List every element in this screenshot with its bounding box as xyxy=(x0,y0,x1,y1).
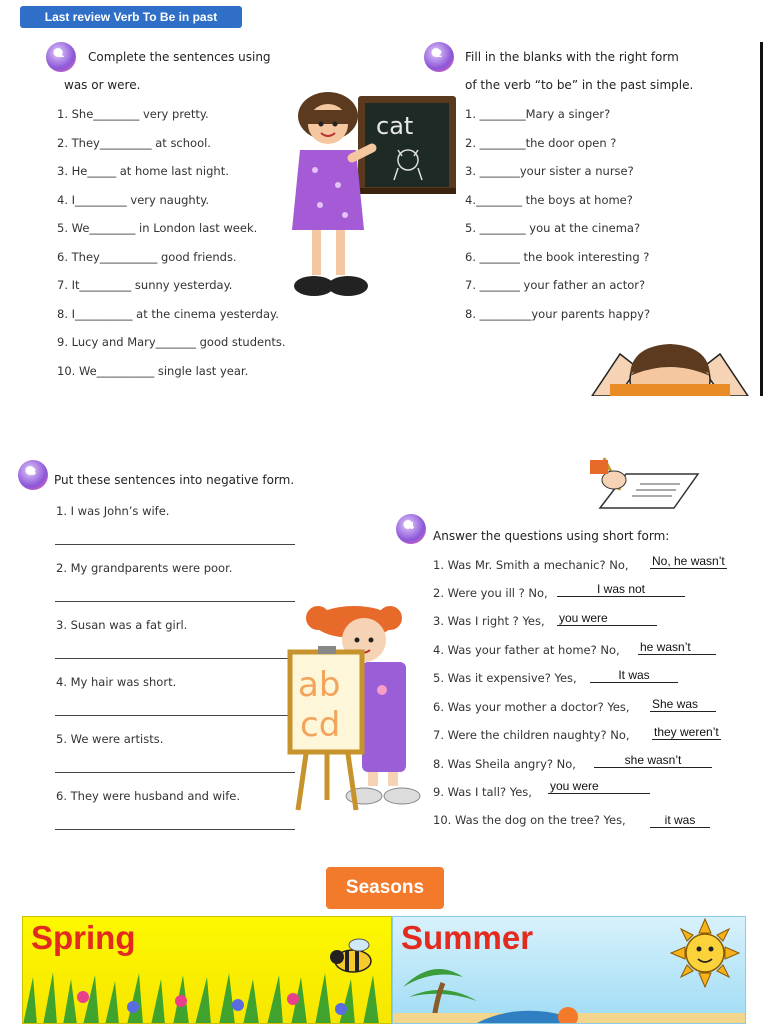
exercise-4-question: 6. Was your mother a doctor? Yes, xyxy=(433,700,630,714)
exercise-3-item: 6. They were husband and wife. xyxy=(56,789,240,803)
exercise-1-item: 6. They__________ good friends. xyxy=(57,249,237,264)
exercise-3-item: 3. Susan was a fat girl. xyxy=(56,618,188,632)
answer-line[interactable] xyxy=(55,829,295,830)
exercise-2-item: 6. _______ the book interesting ? xyxy=(465,249,650,264)
exercise-4-question: 2. Were you ill ? No, xyxy=(433,586,548,600)
exercise-1-instruction-line-2: was or were. xyxy=(64,78,141,92)
exercise-4-question: 3. Was I right ? Yes, xyxy=(433,614,545,628)
boy-peeking-illustration xyxy=(590,340,750,396)
exercise-4-question: 1. Was Mr. Smith a mechanic? No, xyxy=(433,558,629,572)
easel-letters-top: ab xyxy=(298,665,341,705)
exercise-2-item: 1. ________Mary a singer? xyxy=(465,107,611,121)
exercise-4-question: 9. Was I tall? Yes, xyxy=(433,785,532,799)
exercise-4-answer[interactable]: No, he wasn’t xyxy=(652,554,725,568)
exercise-2-item: 2. ________the door open ? xyxy=(465,135,617,150)
exercise-2-item: 5. ________ you at the cinema? xyxy=(465,221,641,235)
chalkboard-word: cat xyxy=(376,112,414,140)
exercise-1-item: 3. He_____ at home last night. xyxy=(57,164,229,178)
sun-icon xyxy=(671,919,739,987)
answer-line[interactable] xyxy=(55,601,295,602)
exercise-4-answer[interactable]: she wasn’t xyxy=(594,753,712,768)
exercise-2-item: 3. _______your sister a nurse? xyxy=(465,164,634,178)
exercise-4-answer[interactable]: it was xyxy=(650,813,710,828)
right-margin-rule xyxy=(760,42,763,396)
exercise-2-item: 8. _________your parents happy? xyxy=(465,306,651,321)
exercise-4-question: 8. Was Sheila angry? No, xyxy=(433,757,576,771)
exercise-2-list xyxy=(465,107,650,335)
exercise-4-answer[interactable]: She was xyxy=(650,697,716,712)
exercise-1-item: 8. I__________ at the cinema yesterday. xyxy=(57,306,279,321)
exercise-1-item: 5. We________ in London last week. xyxy=(57,221,258,235)
exercise-1-item: 7. It_________ sunny yesterday. xyxy=(57,278,233,292)
girl-with-easel-illustration xyxy=(284,600,424,820)
summer-banner xyxy=(392,916,746,1024)
exercise-2-item: 4.________ the boys at home? xyxy=(465,192,633,207)
exercise-2-instruction-line-2: of the verb “to be” in the past simple. xyxy=(465,78,694,92)
exercise-1-instruction-line-1: Complete the sentences using xyxy=(88,50,271,64)
answer-line[interactable] xyxy=(55,715,295,716)
exercise-3-number-icon: 3 xyxy=(18,460,48,490)
exercise-1-item: 9. Lucy and Mary_______ good students. xyxy=(57,335,286,349)
exercise-2-number-icon: 2 xyxy=(424,42,454,72)
exercise-1-item: 4. I_________ very naughty. xyxy=(57,192,210,207)
exercise-4-answer[interactable]: they weren’t xyxy=(654,725,719,739)
exercise-1-list xyxy=(57,107,286,392)
summer-beach-illustration xyxy=(393,917,746,1024)
seasons-button[interactable]: Seasons xyxy=(326,867,444,909)
answer-line[interactable] xyxy=(55,658,295,659)
exercise-4-answer[interactable]: he wasn’t xyxy=(638,640,716,655)
spring-banner xyxy=(22,916,392,1024)
exercise-3-item: 2. My grandparents were poor. xyxy=(56,561,233,575)
exercise-4-heading: Answer the questions using short form: xyxy=(433,529,670,543)
exercise-4-answer[interactable]: you were xyxy=(557,611,657,626)
exercise-3-item: 4. My hair was short. xyxy=(56,675,177,689)
exercise-4-answer[interactable]: I was not xyxy=(557,582,685,597)
exercise-2-item: 7. _______ your father an actor? xyxy=(465,278,646,292)
exercise-3-item: 1. I was John’s wife. xyxy=(56,504,170,518)
exercise-1-item: 10. We__________ single last year. xyxy=(57,363,249,378)
girl-with-chalkboard-illustration xyxy=(290,90,460,315)
summer-title: Summer xyxy=(401,919,534,956)
writing-hand-illustration xyxy=(590,456,706,514)
spring-title: Spring xyxy=(31,919,136,956)
exercise-1-item: 1. She________ very pretty. xyxy=(57,107,209,121)
exercise-4-question: 5. Was it expensive? Yes, xyxy=(433,671,577,685)
exercise-3-item: 5. We were artists. xyxy=(56,732,164,746)
spring-meadow-illustration xyxy=(23,917,392,1024)
exercise-1-item: 2. They_________ at school. xyxy=(57,135,211,150)
exercise-3-heading: Put these sentences into negative form. xyxy=(54,473,295,487)
exercise-4-answer[interactable]: you were xyxy=(548,779,650,794)
answer-line[interactable] xyxy=(55,772,295,773)
answer-line[interactable] xyxy=(55,544,295,545)
easel-letters-bottom: cd xyxy=(300,705,341,745)
exercise-2-instruction-line-1: Fill in the blanks with the right form xyxy=(465,50,679,64)
exercise-4-question: 7. Were the children naughty? No, xyxy=(433,728,630,742)
exercise-1-number-icon: 1 xyxy=(46,42,76,72)
exercise-4-question: 4. Was your father at home? No, xyxy=(433,643,620,657)
worksheet-title-tag: Last review Verb To Be in past xyxy=(20,6,242,28)
exercise-4-number-icon: 4 xyxy=(396,514,426,544)
exercise-4-answer[interactable]: It was xyxy=(590,668,678,683)
exercise-4-question: 10. Was the dog on the tree? Yes, xyxy=(433,813,626,827)
